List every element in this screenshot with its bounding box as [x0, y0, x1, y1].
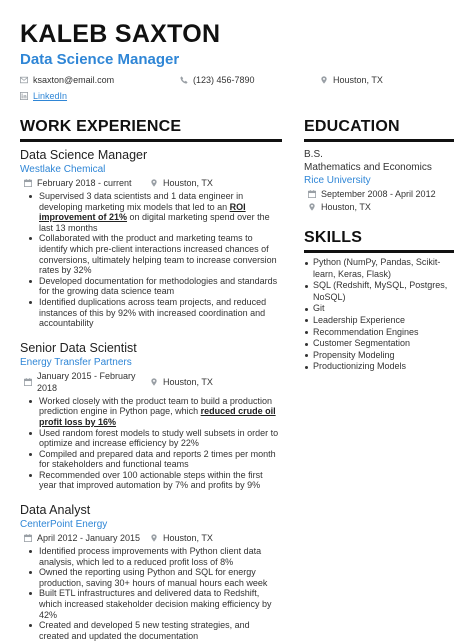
job-entry [20, 503, 282, 641]
job-entry [20, 148, 282, 329]
linkedin-icon [20, 92, 28, 100]
job-bullet [20, 449, 282, 470]
job-bullet [20, 428, 282, 449]
bullet-highlight: reduced crude oil profit loss by 16% [39, 406, 276, 427]
location-pin-icon [150, 378, 158, 386]
job-meta-row [20, 532, 282, 544]
bullet-text: Supervised 3 data scientists and 1 data engineer in developing marketing mix models that led to an [39, 191, 244, 212]
job-bullet [20, 396, 282, 428]
company-name: Energy Transfer Partners [20, 356, 132, 368]
contact-linkedin [20, 91, 67, 101]
education-dates-text: September 2008 - April 2012 [321, 189, 436, 199]
mail-icon [20, 76, 28, 84]
location-pin-icon [308, 203, 316, 211]
bullet-text: Built ETL infrastructures and delivered data to Redshift, which increased stakeholder decision making efficiency by 42% [39, 588, 272, 620]
education-location [304, 201, 371, 213]
job-location-text: Houston, TX [163, 376, 213, 387]
bullet-text: Used random forest models to study well subsets in order to optimize and increase efficiency by 22% [39, 427, 279, 449]
contact-email [20, 75, 180, 85]
bullet-text: Identified duplications across team projects, and reduced instances of this by 92% with increased coordination and accountability [39, 296, 267, 329]
job-title: Senior Data Scientist [20, 340, 137, 355]
job-bullet [20, 620, 282, 641]
bullet-text: Worked closely with the product team to build a production prediction engine in Python page, which [39, 395, 272, 417]
calendar-icon [24, 378, 32, 386]
job-location [150, 177, 213, 189]
skill-item: Recommendation Engines [304, 327, 454, 339]
location-text: Houston, TX [333, 75, 383, 85]
job-bullet [20, 297, 282, 329]
job-location [150, 376, 213, 388]
job-bullets [20, 546, 282, 641]
skill-item: Leadership Experience [304, 315, 454, 327]
bullet-text-end: on digital marketing spend over the last 13 months [39, 212, 270, 233]
job-location-text: Houston, TX [163, 178, 213, 188]
job-meta-row [20, 177, 282, 189]
bullet-text: Owned the reporting using Python and SQL for energy production, saving 30+ hours of manual hours each week [39, 567, 268, 588]
job-location [150, 532, 213, 544]
education-dates [304, 188, 436, 200]
bullet-text: Compiled and prepared data and reports 2 times per month for stakeholders and functional teams [39, 448, 276, 470]
education-dates-row [304, 188, 454, 200]
job-bullets [20, 396, 282, 491]
job-bullet [20, 191, 282, 233]
location-pin-icon [320, 76, 328, 84]
job-dates [20, 370, 150, 394]
job-list [20, 148, 282, 641]
education-entry [304, 148, 454, 213]
linkedin-link[interactable]: LinkedIn [33, 91, 68, 101]
resume-columns [20, 118, 454, 641]
right-column [304, 118, 454, 641]
phone-icon [180, 76, 188, 84]
job-dates [20, 532, 150, 544]
bullet-text: Collaborated with the product and marketing teams to identify which pre-client interactions increased chances of conversions, ultimately helping team to increase conversion rates by 32% [39, 233, 277, 276]
email-text[interactable]: ksaxton@email.com [33, 75, 115, 85]
job-dates-text: January 2015 - February 2018 [37, 370, 136, 393]
contact-location [320, 75, 440, 85]
skill-item: SQL (Redshift, MySQL, Postgres, NoSQL) [304, 280, 454, 303]
education-location-text: Houston, TX [321, 202, 371, 212]
company-name: CenterPoint Energy [20, 519, 108, 531]
job-bullet [20, 276, 282, 297]
phone-text[interactable]: (123) 456-7890 [193, 75, 255, 85]
candidate-role: Data Science Manager [20, 51, 180, 68]
education-heading: EDUCATION [304, 118, 454, 142]
job-bullets [20, 191, 282, 329]
bullet-text: Developed documentation for methodologies and standards for the growing data science team [39, 275, 278, 297]
skill-item: Productionizing Models [304, 361, 454, 373]
job-bullet [20, 588, 282, 620]
bullet-text: Created and developed 5 new testing strategies, and created and updated the documentation [39, 620, 250, 641]
job-bullet [20, 470, 282, 491]
job-entry [20, 341, 282, 491]
calendar-icon [24, 179, 32, 187]
skill-item: Git [304, 303, 454, 315]
job-bullet [20, 233, 282, 275]
education-location-row [304, 201, 454, 213]
skill-item: Python (NumPy, Pandas, Scikit-learn, Keras, Flask) [304, 257, 454, 280]
job-bullet [20, 546, 282, 567]
skill-item: Propensity Modeling [304, 350, 454, 362]
job-dates-text: February 2018 - current [37, 178, 132, 188]
school-name: Rice University [304, 175, 371, 186]
company-name: Westlake Chemical [20, 164, 106, 175]
skills-list [304, 257, 454, 373]
left-column [20, 118, 282, 641]
contact-phone [180, 75, 320, 85]
calendar-icon [308, 190, 316, 198]
job-title: Data Analyst [20, 503, 91, 518]
field-of-study: Mathematics and Economics [304, 162, 432, 173]
work-experience-heading: WORK EXPERIENCE [20, 118, 282, 142]
location-pin-icon [150, 179, 158, 187]
job-dates-text: April 2012 - January 2015 [37, 533, 141, 544]
contact-row [20, 74, 454, 86]
linkedin-row [20, 90, 454, 102]
job-title: Data Science Manager [20, 148, 148, 162]
bullet-text: Recommended over 100 actionable steps within the first year that improved automation by 7% and profits by 9% [39, 469, 263, 491]
bullet-text: Identified process improvements with Python client data analysis, which led to a reduced profit loss of 8% [39, 546, 262, 567]
location-pin-icon [150, 534, 158, 542]
bullet-highlight: ROI improvement of 21% [39, 201, 246, 223]
skills-heading: SKILLS [304, 229, 454, 253]
degree: B.S. [304, 149, 323, 160]
job-meta-row [20, 370, 282, 394]
job-dates [20, 177, 150, 189]
job-bullet [20, 567, 282, 588]
job-location-text: Houston, TX [163, 533, 213, 544]
skill-item: Customer Segmentation [304, 338, 454, 350]
calendar-icon [24, 534, 32, 542]
candidate-name: KALEB SAXTON [20, 20, 221, 48]
